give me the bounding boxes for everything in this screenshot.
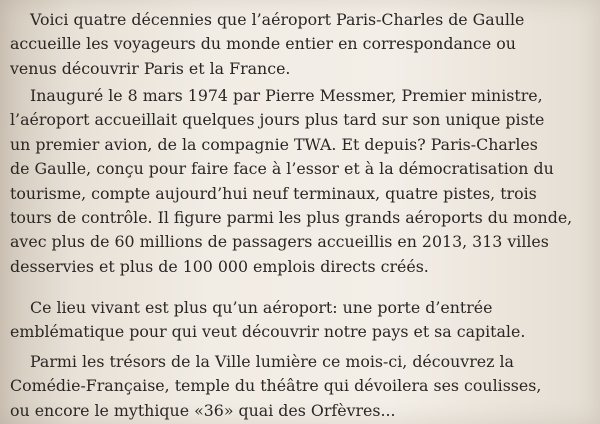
text-line: accueille les voyageurs du monde entier en correspondance ou (10, 34, 516, 54)
paragraph-2 (10, 84, 590, 279)
text-line: Voici quatre décennies que l’aéroport Paris-Charles de Gaulle (30, 10, 525, 29)
text-line: l’aéroport accueillait quelques jours plus tard sur son unique piste (10, 110, 545, 130)
text-line: emblématique pour qui veut découvrir notre pays et sa capitale. (10, 322, 526, 342)
paragraph-4 (10, 350, 590, 423)
text-line: venus découvrir Paris et la France. (10, 58, 291, 78)
paragraph-3 (10, 296, 590, 345)
text-line: tourisme, compte aujourd’hui neuf terminaux, quatre pistes, trois (10, 183, 537, 203)
text-line: Parmi les trésors de la Ville lumière ce mois-ci, découvrez la (30, 352, 514, 371)
text-line: tours de contrôle. Il figure parmi les plus grands aéroports du monde, (10, 208, 573, 228)
text-line: Inauguré le 8 mars 1974 par Pierre Messmer, Premier ministre, (30, 86, 543, 105)
text-line: ou encore le mythique «36» quai des Orfèvres... (10, 400, 396, 420)
text-line: Ce lieu vivant est plus qu’un aéroport: une porte d’entrée (30, 298, 493, 317)
paragraph-1 (10, 8, 590, 81)
text-line: desservies et plus de 100 000 emplois directs créés. (10, 256, 429, 276)
text-line: un premier avion, de la compagnie TWA. Et depuis? Paris-Charles (10, 134, 538, 154)
text-line: Comédie-Française, temple du théâtre qui dévoilera ses coulisses, (10, 376, 542, 396)
text-line: avec plus de 60 millions de passagers accueillis en 2013, 313 villes (10, 232, 549, 252)
text-line: de Gaulle, conçu pour faire face à l’essor et à la démocratisation du (10, 159, 554, 179)
